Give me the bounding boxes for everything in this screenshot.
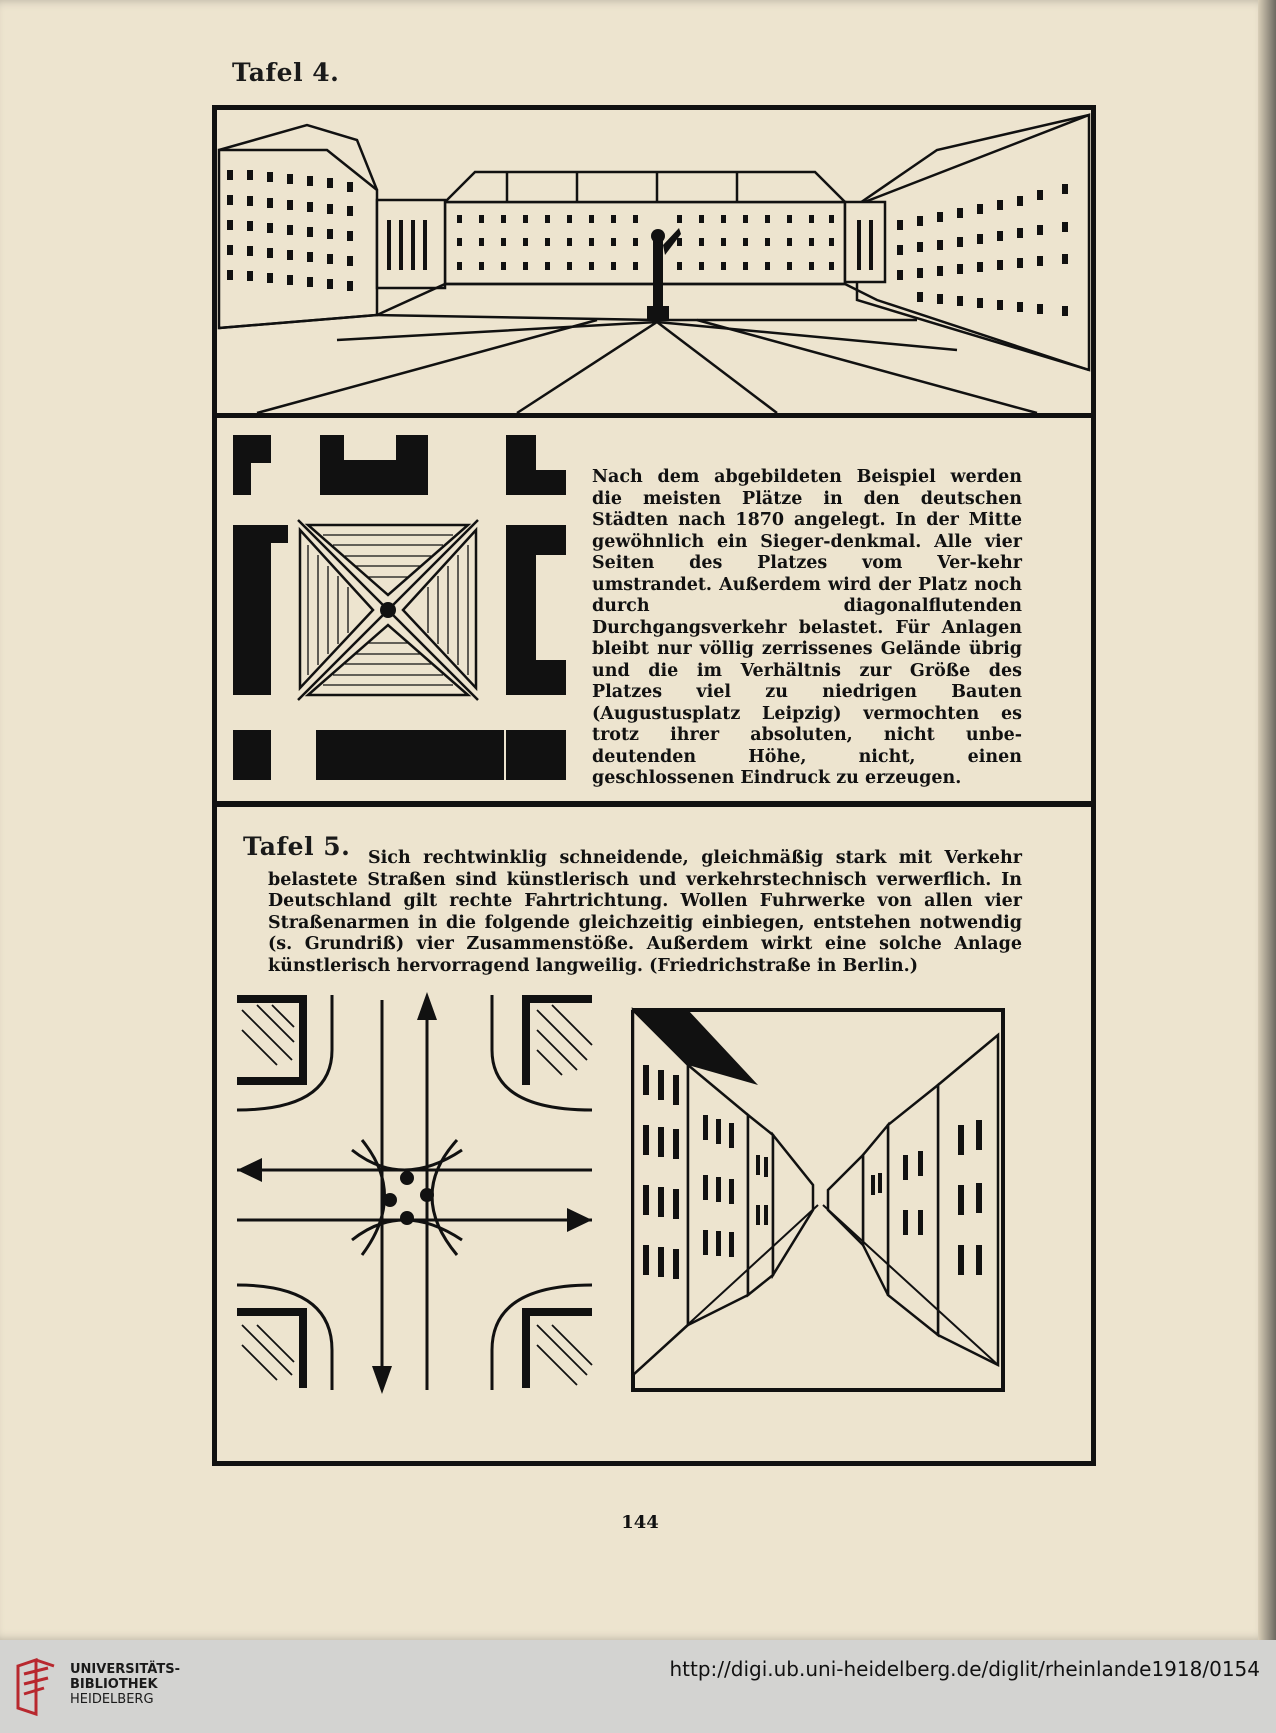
university-logo-icon	[14, 1656, 62, 1718]
page-number: 144	[621, 1512, 659, 1533]
plate-5-description: Sich rechtwinklig schneidende, gleichmäßig stark mit Verkehr belastete Straßen sind künstlerisch und verkehrstechnisch verwerflich. In Deutschland gilt rechte Fahrtrichtung. Wollen Fuhrwerke von allen vier Straßenarmen in die folgende gleichzeitig einbiegen, entstehen notwendig (s. Grundriß) vier Zusammenstöße. Außerdem wirkt eine solche Anlage künstlerisch hervorragend langweilig. (Friedrichstraße in Berlin.)	[268, 848, 1022, 976]
logo-line-2: BIBLIOTHEK	[70, 1677, 158, 1692]
logo-line-1: UNIVERSITÄTS-	[70, 1662, 180, 1677]
intersection-plan-drawing	[232, 990, 602, 1398]
university-logo-text	[70, 1662, 180, 1707]
logo-line-3: HEIDELBERG	[70, 1692, 154, 1707]
plate-5-label: Tafel 5.	[243, 832, 351, 861]
page-edge	[1258, 0, 1276, 1640]
square-perspective-drawing	[217, 110, 1091, 413]
square-floor-plan	[228, 430, 573, 790]
plate-4-label: Tafel 4.	[232, 58, 340, 87]
footer-bar	[0, 1640, 1276, 1733]
street-perspective-drawing	[628, 1005, 1004, 1395]
plate-4-description: Nach dem abgebildeten Beispiel werden die meisten Plätze in den deutschen Städten nach 1870 angelegt. In der Mitte gewöhnlich ein Sieger-denkmal. Alle vier Seiten des Platzes vom Ver-kehr umstrandet. Außerdem wird der Platz noch durch diagonalflutenden Durchgangsverkehr belastet. Für Anlagen bleibt nur völlig zerrissenes Gelände übrig und die im Verhältnis zur Größe des Platzes viel zu niedrigen Bauten (Augustusplatz Leipzig) vermochten es trotz ihrer absoluten, nicht unbe-deutenden Höhe, nicht, einen geschlossenen Eindruck zu erzeugen.	[592, 467, 1022, 788]
source-url-link[interactable]: http://digi.ub.uni-heidelberg.de/diglit/rheinlande1918/0154	[669, 1657, 1260, 1681]
